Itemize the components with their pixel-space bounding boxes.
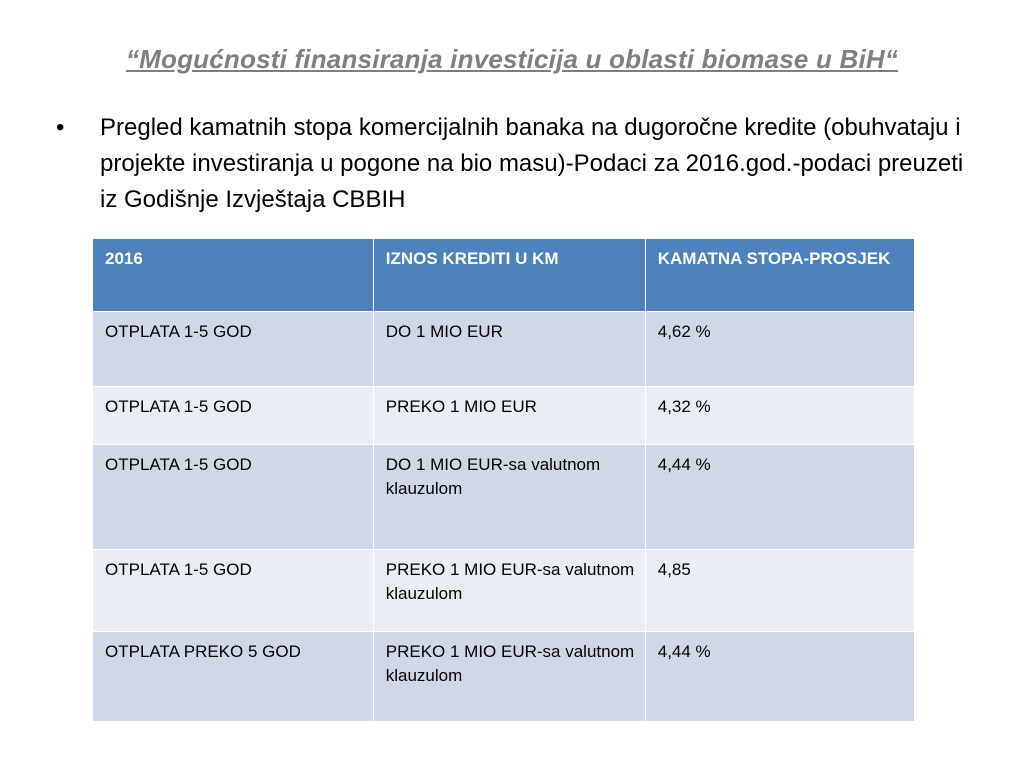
header-year: 2016 [93,239,374,312]
interest-rates-table [92,238,915,722]
cell-amount: DO 1 MIO EUR [373,312,645,387]
table-header-row [93,239,915,312]
cell-rate: 4,44 % [645,632,914,722]
table-row [93,632,915,722]
table-row [93,312,915,387]
table-row [93,387,915,445]
cell-repayment: OTPLATA 1-5 GOD [93,312,374,387]
cell-amount: PREKO 1 MIO EUR [373,387,645,445]
header-interest-rate: KAMATNA STOPA-PROSJEK [645,239,914,312]
cell-amount: PREKO 1 MIO EUR-sa valutnom klauzulom [373,550,645,632]
cell-repayment: OTPLATA 1-5 GOD [93,387,374,445]
bullet-item [56,110,986,218]
cell-repayment: OTPLATA 1-5 GOD [93,445,374,550]
table-row [93,550,915,632]
cell-rate: 4,44 % [645,445,914,550]
slide-title: “Mogućnosti finansiranja investicija u oblasti biomase u BiH“ [125,44,899,74]
cell-rate: 4,32 % [645,387,914,445]
header-loan-amount: IZNOS KREDITI U KM [373,239,645,312]
cell-rate: 4,62 % [645,312,914,387]
table-row [93,445,915,550]
cell-amount: DO 1 MIO EUR-sa valutnom klauzulom [373,445,645,550]
cell-repayment: OTPLATA PREKO 5 GOD [93,632,374,722]
bullet-text: Pregled kamatnih stopa komercijalnih banaka na dugoročne kredite (obuhvataju i projekte investiranja u pogone na bio masu)-Podaci za 2016.god.-podaci preuzeti iz Godišnje Izvještaja CBBIH [100,114,964,213]
cell-rate: 4,85 [645,550,914,632]
bullet-dot: • [56,114,65,141]
cell-repayment: OTPLATA 1-5 GOD [93,550,374,632]
cell-amount: PREKO 1 MIO EUR-sa valutnom klauzulom [373,632,645,722]
